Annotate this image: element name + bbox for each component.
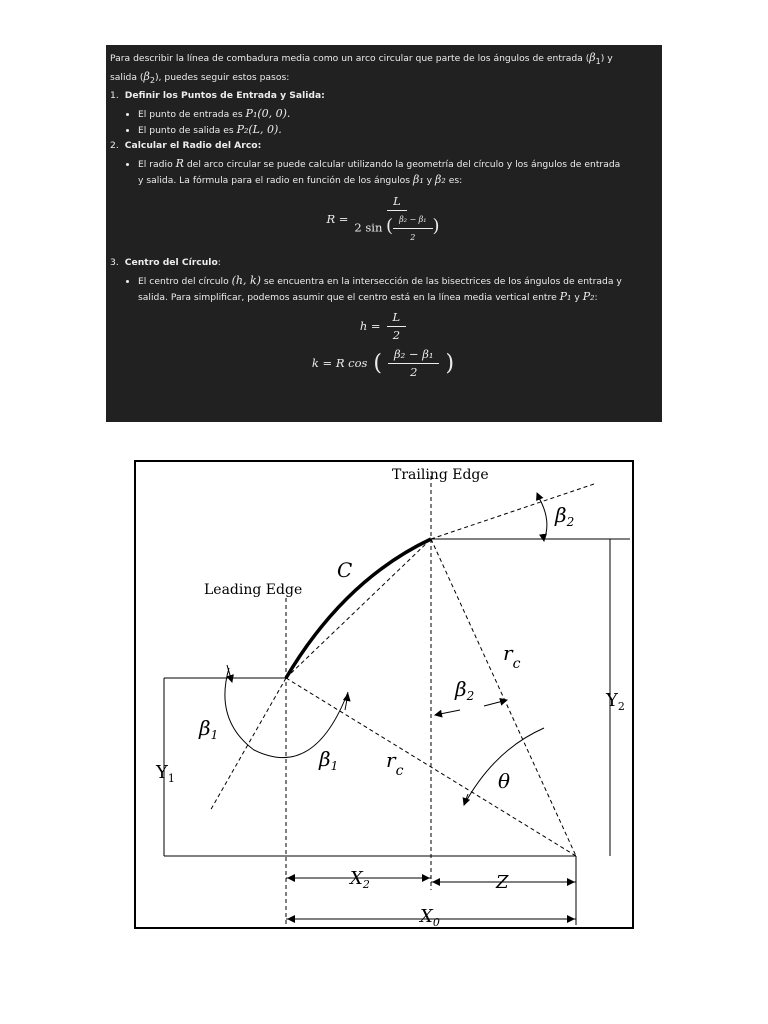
equation-fraction — [354, 194, 439, 245]
list-item — [138, 156, 656, 188]
sin-term: 2 sin — [354, 220, 383, 235]
radius-equation — [110, 194, 656, 245]
conjunction: y — [423, 174, 436, 186]
step3-title: Centro del Círculo — [124, 256, 218, 268]
beta2-symbol: β₂ — [435, 172, 446, 186]
step3-colon-2: : — [594, 291, 598, 303]
step2-heading — [110, 138, 656, 153]
step1-heading — [110, 88, 656, 103]
step2-title: Calcular el Radio del Arco: — [124, 139, 262, 151]
p1-symbol: P₁ — [559, 289, 572, 303]
step2-text-c: y salida. La fórmula para el radio en función de los ángulos — [138, 174, 413, 186]
beta1-left-label: $\beta_1$ — [199, 716, 219, 742]
list-item — [138, 122, 656, 138]
step3-colon: : — [217, 256, 221, 268]
p1-formula: P₁(0, 0). — [245, 106, 291, 120]
step3-number: 3. — [110, 256, 119, 268]
step3-list — [110, 273, 656, 305]
beta1-subscript: 1 — [595, 56, 601, 66]
step3-text-b: se encuentra en la intersección de las bisectrices de los ángulos de entrada y — [260, 275, 622, 287]
z-label: Z — [496, 872, 509, 893]
step1-list — [110, 106, 656, 138]
figure-frame — [135, 461, 633, 928]
equation-lhs: R = — [326, 211, 349, 226]
step1-number: 1. — [110, 89, 119, 101]
rc-label-lower: $r_c$ — [386, 748, 404, 779]
camber-label: C — [337, 558, 353, 582]
p2-formula: P₂(L, 0). — [236, 122, 282, 136]
k-equation: k = R cos ( $\frac{\text{β₂ − β₁}}{2}$ ) — [311, 346, 455, 379]
intro-part-d: ), puedes seguir estos pasos: — [154, 71, 290, 83]
h-equation — [110, 310, 656, 343]
step2-list — [110, 156, 656, 188]
blade-geometry-diagram — [134, 460, 634, 929]
step2-text-a: El radio — [138, 158, 176, 170]
step2-text-b: del arco circular se puede calcular utilizando la geometría del círculo y los ángulos de entrada — [183, 158, 621, 170]
beta2-subscript: 2 — [149, 75, 155, 85]
fraction-numerator: L — [387, 310, 407, 327]
intro-part-c: salida ( — [110, 71, 144, 83]
beta2-top-label: $\beta_2$ — [555, 503, 575, 529]
rc-label-upper: $r_c$ — [503, 641, 521, 672]
y1-label: $Y_1$ — [156, 762, 175, 785]
y2-label: $Y_2$ — [606, 690, 625, 713]
x2-label: $X_2$ — [350, 868, 370, 891]
intro-part-b: ) y — [600, 53, 613, 64]
fraction-denominator: 2 — [392, 327, 401, 342]
explanation-panel — [106, 45, 662, 422]
fraction-numerator: β₂ − β₁ — [388, 347, 439, 364]
beta2-symbol: β — [143, 69, 150, 83]
conjunction: y — [571, 291, 583, 303]
equation-fraction — [388, 347, 439, 380]
step3-text-c: salida. Para simplificar, podemos asumir que el centro está en la línea media vertical entre — [138, 291, 560, 303]
trailing-edge-label: Trailing Edge — [392, 467, 489, 483]
step3-text-a: El centro del círculo — [138, 275, 232, 287]
equation-lhs: k = R cos — [311, 355, 368, 370]
intro-text — [110, 50, 656, 88]
bullet-text: El punto de salida es — [138, 124, 237, 136]
beta1-symbol: β₁ — [412, 172, 424, 186]
beta1-right-label: $\beta_1$ — [319, 747, 339, 773]
inner-denominator: 2 — [410, 232, 416, 242]
step3-heading — [110, 255, 656, 270]
beta1-symbol: β — [589, 51, 596, 64]
step2-text-d: es: — [445, 174, 463, 186]
p2-symbol: P₂ — [582, 289, 595, 303]
x0-label: $X_0$ — [420, 906, 440, 929]
list-item — [138, 106, 656, 122]
beta2-mid-label: $\beta_2$ — [455, 677, 475, 703]
theta-label: θ — [498, 769, 511, 793]
intro-part-a: Para describir la línea de combadura media como un arco circular que parte de los ángulos de entrada ( — [110, 53, 590, 64]
fraction-denominator: 2 — [410, 364, 418, 379]
bullet-text: El punto de entrada es — [138, 108, 246, 120]
step1-title: Definir los Puntos de Entrada y Salida: — [124, 89, 325, 101]
radius-symbol: R — [175, 156, 184, 170]
step2-number: 2. — [110, 139, 119, 151]
equation-fraction — [387, 310, 407, 343]
equation-lhs: h = — [359, 318, 381, 333]
fraction-denominator: 2 sin ( $\frac{\text{β₂ − β₁}}{2}$ ) — [354, 211, 439, 245]
center-coords: (h, k) — [231, 273, 261, 287]
fraction-numerator: L — [387, 194, 407, 211]
inner-fraction — [393, 212, 432, 245]
list-item — [138, 273, 656, 305]
inner-numerator: β₂ − β₁ — [393, 212, 432, 229]
leading-edge-label: Leading Edge — [204, 582, 303, 598]
